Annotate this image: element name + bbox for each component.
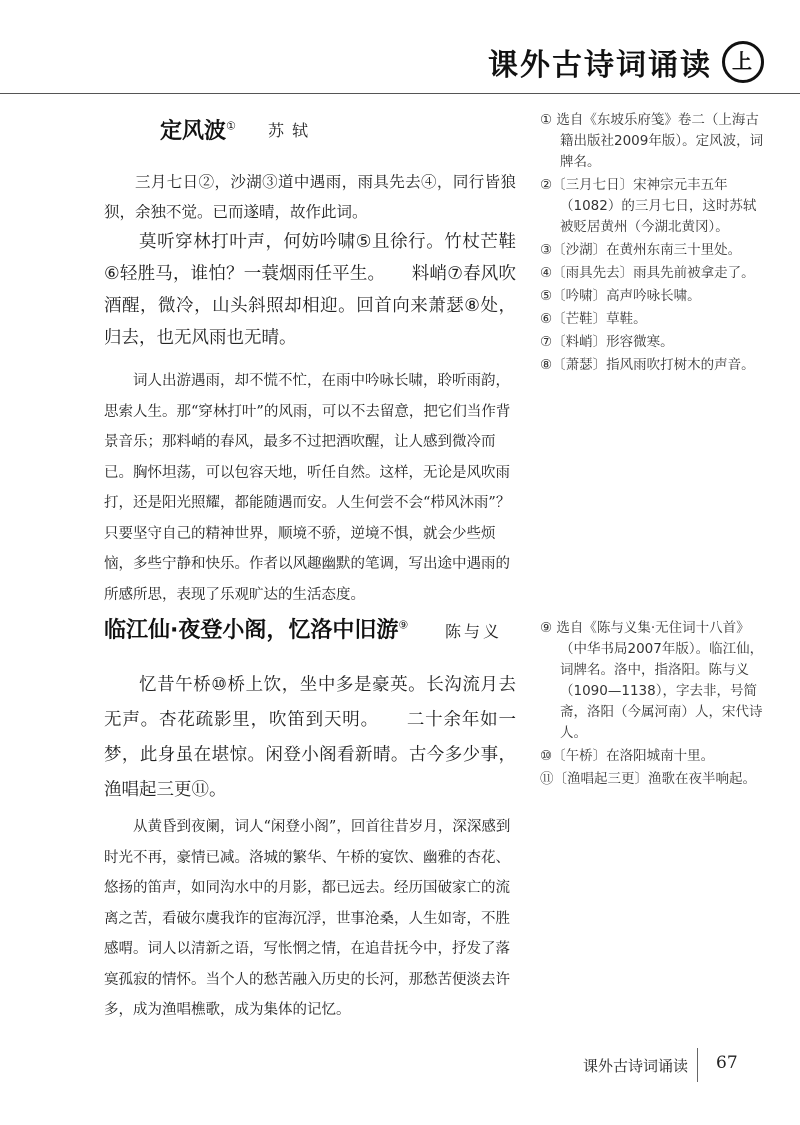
poem1-notes bbox=[540, 110, 766, 378]
footer-section: 课外古诗词诵读 bbox=[583, 1057, 689, 1075]
poem2-title-text: 临江仙·夜登小阁，忆洛中旧游 bbox=[104, 618, 399, 643]
poem1-preface: 三月七日②，沙湖③道中遇雨，雨具先去④，同行皆狼狈，余独不觉。已而遂晴，故作此词。 bbox=[104, 173, 516, 221]
poem2-author: 陈与义 bbox=[445, 622, 503, 641]
header-rule bbox=[0, 93, 800, 94]
footnote: ① 选自《东坡乐府笺》卷二（上海古籍出版社2009年版）。定风波，词牌名。 bbox=[540, 112, 764, 170]
poem2-body: 忆昔午桥⑩桥上饮，坐中多是豪英。长沟流月去无声。杏花疏影里，吹笛到天明。 二十余年如一梦，此身虽在堪惊。闲登小阁看新晴。古今多少事，渔唱起三更⑪。 bbox=[104, 675, 516, 800]
footnote: ⑨ 选自《陈与义集·无住词十八首》（中华书局2007年版）。临江仙，词牌名。洛中，指洛阳。陈与义（1090—1138），字去非，号简斋，洛阳（今属河南）人，宋代诗人。 bbox=[540, 620, 764, 741]
poem1-body: 莫听穿林打叶声，何妨吟啸⑤且徐行。竹杖芒鞋⑥轻胜马，谁怕？一蓑烟雨任平生。 料峭⑦春风吹酒醒，微冷，山头斜照却相迎。回首向来萧瑟⑧处，归去，也无风雨也无晴。 bbox=[104, 232, 516, 348]
footnote: ④〔雨具先去〕雨具先前被拿走了。 bbox=[540, 265, 755, 281]
poem1-title bbox=[160, 114, 236, 145]
poem1-title-ref: ① bbox=[226, 119, 236, 133]
poem2-notes bbox=[540, 618, 766, 792]
footer-divider bbox=[697, 1048, 698, 1082]
footnote: ②〔三月七日〕宋神宗元丰五年（1082）的三月七日，这时苏轼被贬居黄州（今湖北黄冈）。 bbox=[540, 177, 757, 235]
footnote: ⑦〔料峭〕形容微寒。 bbox=[540, 334, 674, 350]
page-title-text: 课外古诗词诵读 bbox=[488, 48, 712, 83]
poem1-commentary: 词人出游遇雨，却不慌不忙，在雨中吟咏长啸，聆听雨韵，思索人生。那“穿林打叶”的风雨，可以不去留意，把它们当作背景音乐；那料峭的春风，最多不过把酒吹醒，让人感到微冷而已。胸怀坦荡，可以包容天地，听任自然。这样，无论是风吹雨打，还是阳光照耀，都能随遇而安。人生何尝不会“栉风沐雨”？只要坚守自己的精神世界，顺境不骄，逆境不惧，就会少些烦恼，多些宁静和快乐。作者以风趣幽默的笔调，写出途中遇雨的所感所思，表现了乐观旷达的生活态度。 bbox=[104, 373, 511, 603]
page-title bbox=[488, 40, 764, 84]
poem1-author: 苏轼 bbox=[268, 121, 317, 140]
poem2-title-ref: ⑨ bbox=[398, 618, 409, 632]
footnote: ⑤〔吟啸〕高声吟咏长啸。 bbox=[540, 288, 701, 304]
volume-mark: 上 bbox=[722, 41, 764, 83]
poem2-commentary: 从黄昏到夜阑，词人“闲登小阁”，回首往昔岁月，深深感到时光不再，豪情已减。洛城的繁华、午桥的宴饮、幽雅的杏花、悠扬的笛声，如同沟水中的月影，都已远去。经历国破家亡的流离之苦，看破尔虞我诈的宦海沉浮，世事沧桑，人生如寄，不胜感喟。词人以清新之语，写怅惘之情，在追昔抚今中，抒发了落寞孤寂的情怀。当个人的愁苦融入历史的长河，那愁苦便淡去许多，成为渔唱樵歌，成为集体的记忆。 bbox=[104, 819, 511, 1018]
footnote: ③〔沙湖〕在黄州东南三十里处。 bbox=[540, 242, 742, 258]
page-number: 67 bbox=[716, 1053, 738, 1073]
poem1-title-text: 定风波 bbox=[160, 119, 227, 144]
poem2-title bbox=[104, 613, 408, 644]
footnote: ⑪〔渔唱起三更〕渔歌在夜半响起。 bbox=[540, 771, 756, 787]
footnote: ⑩〔午桥〕在洛阳城南十里。 bbox=[540, 748, 715, 764]
footnote: ⑧〔萧瑟〕指风雨吹打树木的声音。 bbox=[540, 357, 755, 373]
footnote: ⑥〔芒鞋〕草鞋。 bbox=[540, 311, 647, 327]
